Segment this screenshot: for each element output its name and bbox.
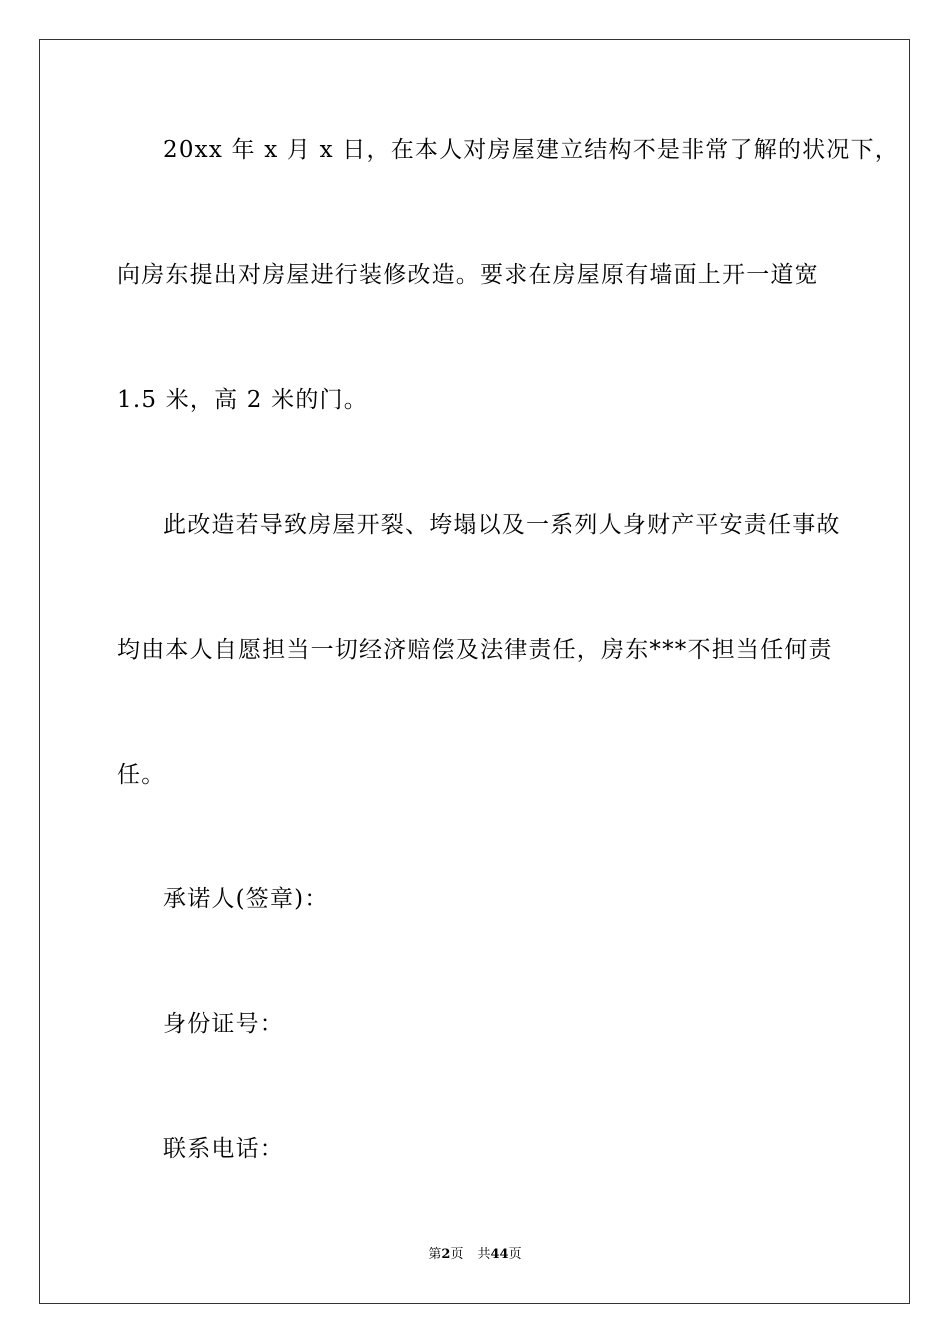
paragraph-line-2: 向房东提出对房屋进行装修改造。要求在房屋原有墙面上开一道宽: [117, 262, 819, 288]
paragraph-line-6: 任。: [117, 762, 166, 788]
page-border: [39, 39, 910, 1304]
paragraph-line-5: 均由本人自愿担当一切经济赔偿及法律责任，房东***不担当任何责: [117, 637, 833, 663]
page-footer: [0, 1246, 950, 1264]
page-prefix: 第: [428, 1247, 442, 1262]
page-number: 2: [441, 1247, 451, 1262]
total-prefix: 共: [477, 1247, 491, 1262]
phone-label: 联系电话：: [163, 1136, 284, 1162]
total-pages: 44: [490, 1247, 509, 1262]
total-suffix: 页: [508, 1247, 522, 1262]
paragraph-line-4: 此改造若导致房屋开裂、垮塌以及一系列人身财产平安责任事故: [163, 512, 841, 538]
signature-label: 承诺人(签章)：: [163, 886, 329, 912]
page-suffix: 页: [450, 1247, 464, 1262]
paragraph-line-3: 1.5 米，高 2 米的门。: [117, 387, 368, 413]
paragraph-line-1: 20xx 年 x 月 x 日，在本人对房屋建立结构不是非常了解的状况下，: [163, 137, 899, 163]
id-number-label: 身份证号：: [163, 1011, 284, 1037]
